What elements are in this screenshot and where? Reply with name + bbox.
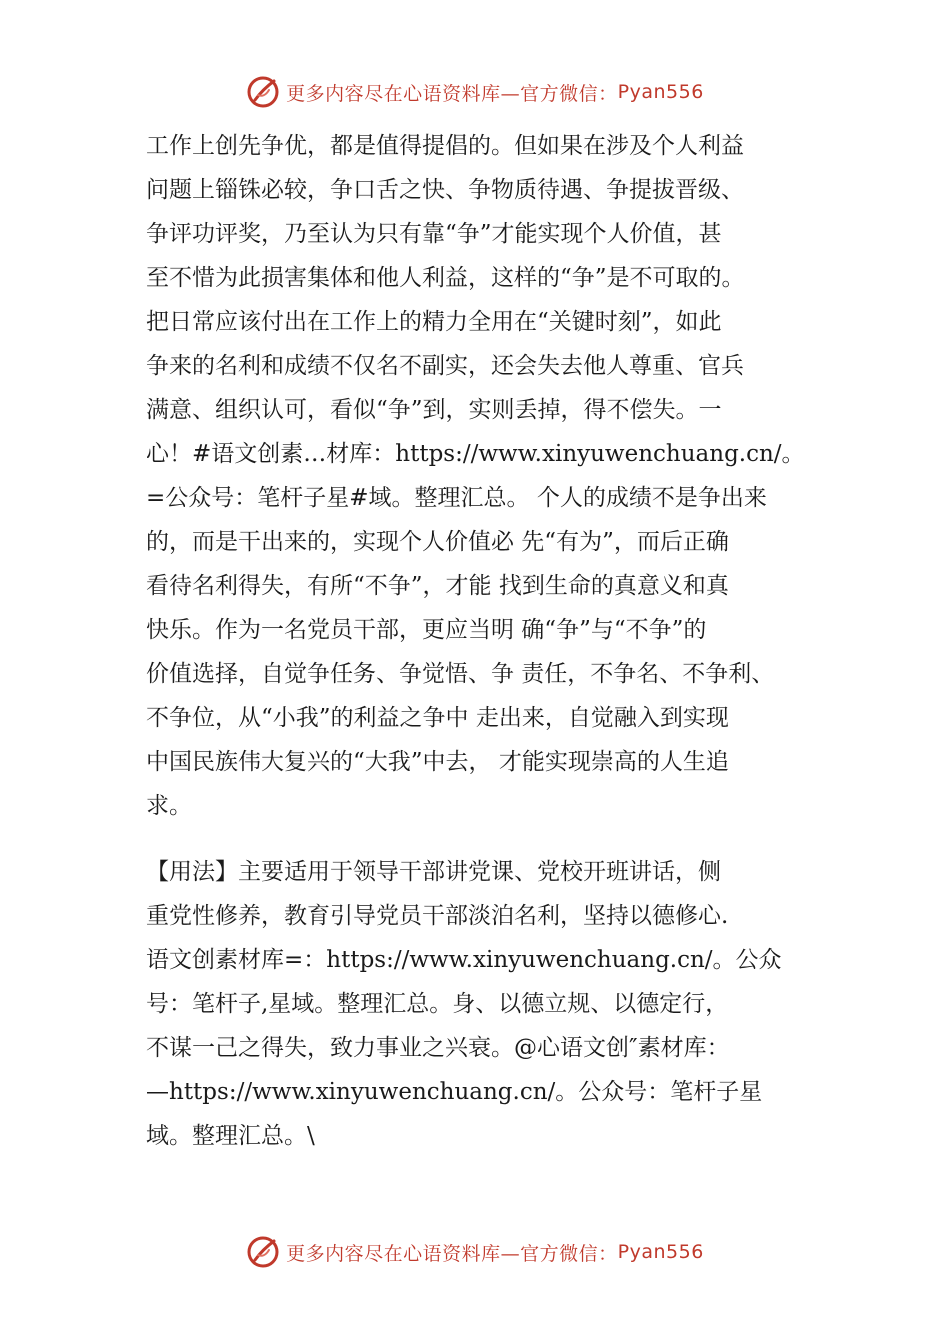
text-line: 快乐。作为一名党员干部，更应当明 确“争”与“不争”的 xyxy=(146,617,707,643)
text-line: 的，而是干出来的，实现个人价值必 先“有为”，而后正确 xyxy=(146,529,729,555)
header-banner-text: 更多内容尽在心语资料库—官方微信： xyxy=(286,82,618,105)
text-line: 号：笔杆子,星域。整理汇总。身、以德立规、以德定行， xyxy=(146,991,729,1017)
text-line: 求。 xyxy=(146,793,192,819)
text-line: =公众号：笔杆子星#域。整理汇总。 个人的成绩不是争出来 xyxy=(146,485,767,511)
text-line: 满意、组织认可，看似“争”到，实则丢掉，得不偿失。一 xyxy=(146,397,722,423)
text-line: 【用法】主要适用于领导干部讲党课、党校开班讲话，侧 xyxy=(146,859,721,885)
text-line: 域。整理汇总。\ xyxy=(146,1123,315,1149)
paragraph-1 xyxy=(146,124,846,828)
text-line: 争评功评奖，乃至认为只有靠“争”才能实现个人价值，甚 xyxy=(146,221,722,247)
text-line: —https://www.xinyuwenchuang.cn/。公众号：笔杆子星 xyxy=(146,1079,763,1105)
footer-banner xyxy=(0,1232,950,1272)
text-line: 工作上创先争优，都是值得提倡的。但如果在涉及个人利益 xyxy=(146,133,744,159)
text-line: 争来的名利和成绩不仅名不副实，还会失去他人尊重、官兵 xyxy=(146,353,744,379)
text-line: 不谋一己之得失，致力事业之兴衰。@心语文创″素材库： xyxy=(146,1035,730,1061)
text-line: 问题上锱铢必较，争口舌之快、争物质待遇、争提拔晋级、 xyxy=(146,177,744,203)
text-line: 语文创素材库=：https://www.xinyuwenchuang.cn/。公众 xyxy=(146,947,782,973)
footer-banner-handle: Pyan556 xyxy=(617,1241,704,1263)
text-line: 价值选择，自觉争任务、争觉悟、争 责任，不争名、不争利、 xyxy=(146,661,775,687)
brush-circle-logo-icon xyxy=(246,1235,280,1269)
text-line: 心！#语文创素…材库：https://www.xinyuwenchuang.cn/。 xyxy=(146,441,805,467)
footer-banner-text: 更多内容尽在心语资料库—官方微信： xyxy=(286,1242,618,1265)
header-banner xyxy=(0,72,950,112)
text-line: 中国民族伟大复兴的“大我”中去， 才能实现崇高的人生追 xyxy=(146,749,729,775)
text-line: 不争位，从“小我”的利益之争中 走出来，自觉融入到实现 xyxy=(146,705,729,731)
brush-circle-logo-icon xyxy=(246,75,280,109)
header-banner-handle: Pyan556 xyxy=(617,81,704,103)
text-line: 把日常应该付出在工作上的精力全用在“关键时刻”，如此 xyxy=(146,309,722,335)
paragraph-2 xyxy=(146,850,846,1158)
paragraph-gap xyxy=(146,828,846,850)
text-line: 至不惜为此损害集体和他人利益，这样的“争”是不可取的。 xyxy=(146,265,745,291)
document-body xyxy=(146,124,846,1158)
text-line: 重党性修养，教育引导党员干部淡泊名利，坚持以德修心. xyxy=(146,903,729,929)
text-line: 看待名利得失，有所“不争”，才能 找到生命的真意义和真 xyxy=(146,573,729,599)
